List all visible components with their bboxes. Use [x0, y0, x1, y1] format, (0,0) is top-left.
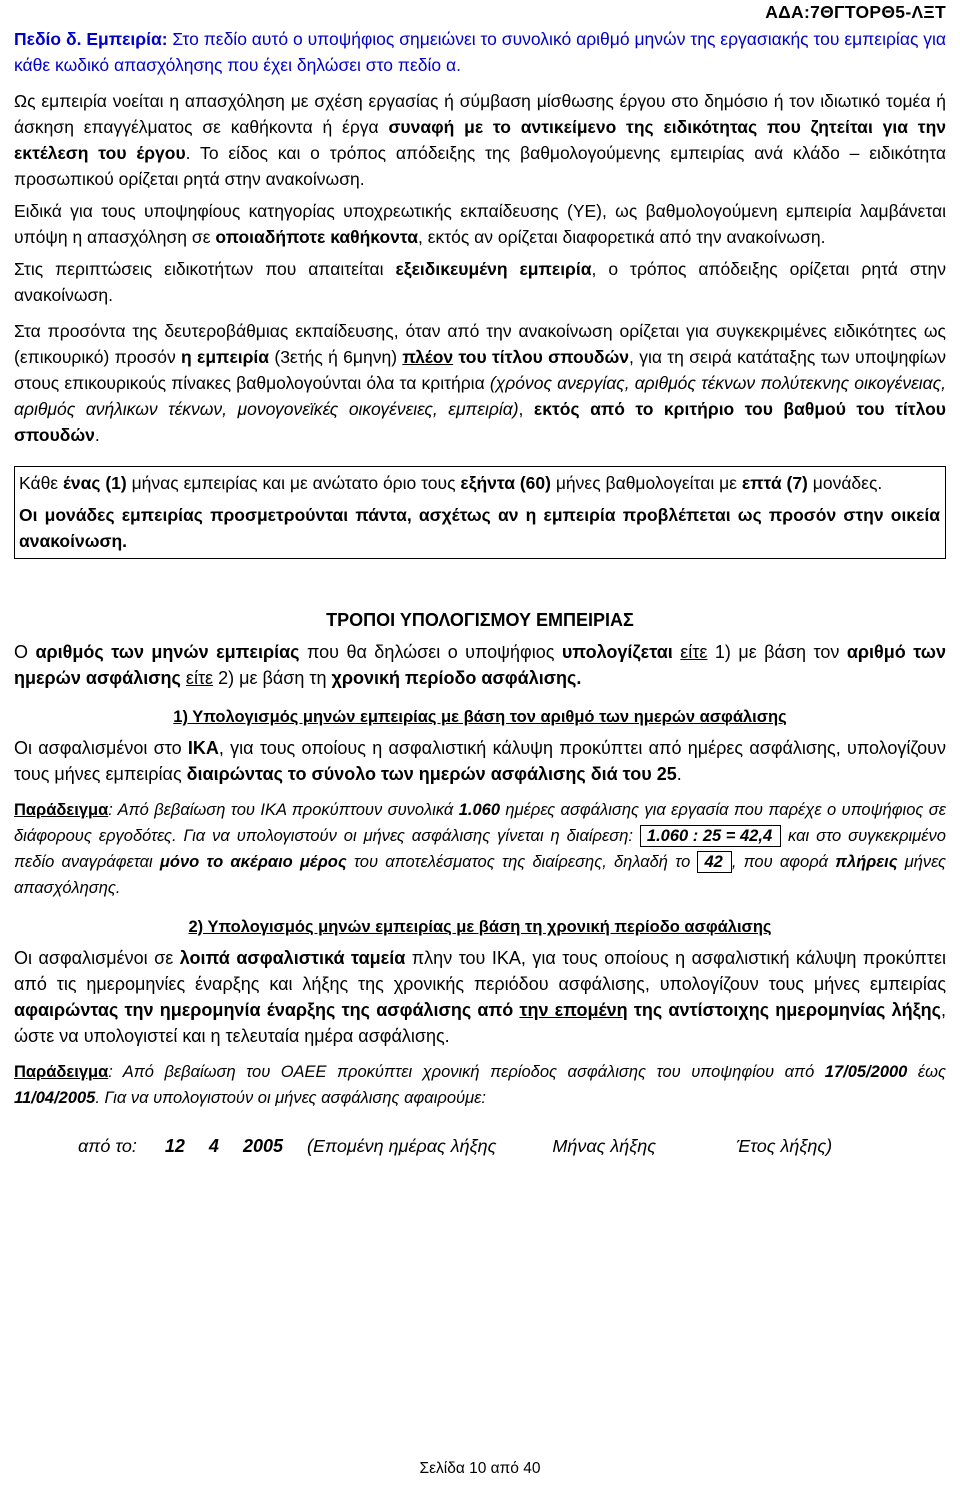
bold-italic-span: 17/05/2000: [824, 1063, 908, 1081]
end-day-value: 12: [164, 1136, 185, 1156]
text-span: 1) με βάση τον: [707, 642, 847, 662]
bold-span: λοιπά ασφαλιστικά ταμεία: [179, 948, 406, 968]
division-result-box: 1.060 : 25 = 42,4: [640, 825, 781, 847]
bold-italic-span: πλήρεις: [835, 853, 898, 871]
text-span: Κάθε: [19, 473, 63, 493]
field-d-paragraph: [14, 26, 946, 78]
italic-span: έως: [907, 1063, 946, 1081]
specialized-experience-paragraph: [14, 256, 946, 308]
field-d-intro: Στο πεδίο αυτό ο υποψήφιος σημειώνει το συνολικό αριθμό μηνών της εργασιακής του εμπειρίας για κάθε κωδικό απασχόλησης που έχει δηλώσει στο πεδίο α.: [14, 29, 947, 75]
method-2-example: [14, 1059, 946, 1111]
text-span: , ο τρόπος απόδειξης ορίζεται ρητά στην ανακοίνωση.: [14, 259, 947, 305]
text-span: , ώστε να υπολογιστεί και η τελευταία ημέρα ασφάλισης.: [14, 1000, 946, 1046]
italic-span: του αποτελέσματος της διαίρεσης, δηλαδή το: [346, 853, 698, 871]
text-span: Ο: [14, 642, 36, 662]
subtraction-line: [14, 1133, 946, 1159]
text-span: .: [94, 425, 100, 445]
bold-span: του τίτλου σπουδών: [453, 347, 630, 367]
example-label: Παράδειγμα: [14, 801, 109, 819]
bold-span: αριθμό των ημερών ασφάλισης: [14, 642, 946, 688]
end-month-label: Μήνας λήξης: [552, 1136, 657, 1156]
text-span: πλην του ΙΚΑ, για τους οποίους η ασφαλιστική κάλυψη προκύπτει από τις ημερομηνίες έναρξης και λήξης της χρονικής περιόδου ασφάλισης, υπολογίζουν τους μήνες εμπειρίας: [14, 948, 946, 994]
bold-span: η εμπειρία: [181, 347, 270, 367]
ada-code: ΑΔΑ:7ΘΓΤΟΡΘ5-ΛΞΤ: [765, 2, 946, 22]
text-span: , για τους οποίους η ασφαλιστική κάλυψη προκύπτει από ημέρες ασφάλισης, υπολογίζουν τους μήνες εμπειρίας: [14, 738, 946, 784]
text-span: Στα προσόντα της δευτεροβάθμιας εκπαίδευσης, όταν από την ανακοίνωση ορίζεται για συγκεκριμένες ειδικότητες ως (επικουρικό) προσόν: [14, 321, 946, 367]
method-2-heading: 2) Υπολογισμός μηνών εμπειρίας με βάση τη χρονική περίοδο ασφάλισης: [188, 918, 772, 936]
bold-span: αφαιρώντας την ημερομηνία έναρξης της ασφάλισης από: [14, 1000, 520, 1020]
text-span: , για τη σειρά κατάταξης των υποψηφίων στους επικουρικούς πίνακες βαθμολογούνται όλα τα κριτήρια: [14, 347, 946, 393]
bold-span: ένας (1): [62, 473, 127, 493]
calculation-intro: [14, 639, 946, 691]
bold-span: ΙΚΑ: [187, 738, 219, 758]
text-span: ,: [518, 399, 534, 419]
page-content: [14, 26, 946, 1159]
bold-italic-span: 1.060: [458, 801, 501, 819]
integer-result-box: 42: [697, 851, 731, 873]
bold-italic-span: μόνο το ακέραιο μέρος: [159, 853, 347, 871]
scoring-box: [14, 466, 946, 559]
text-span: . Το είδος και ο τρόπος απόδειξης της βαθμολογούμενης εμπειρίας ανά κλάδο – ειδικότητα προσωπικού ορίζεται ρητά στην ανακοίνωση.: [14, 143, 946, 189]
calculation-heading: ΤΡΟΠΟΙ ΥΠΟΛΟΓΙΣΜΟΥ ΕΜΠΕΙΡΙΑΣ: [326, 610, 634, 630]
italic-span: : Από βεβαίωση του ΙΚΑ προκύπτουν συνολικά: [108, 801, 459, 819]
example-label: Παράδειγμα: [14, 1063, 109, 1081]
bold-italic-span: 11/04/2005: [14, 1089, 96, 1107]
bold-span: εκτός από το κριτήριο του βαθμού του τίτλου σπουδών: [14, 399, 946, 445]
next-day-label: (Επομένη ημέρας λήξης: [307, 1136, 497, 1156]
text-span: που θα δηλώσει ο υποψήφιος: [299, 642, 562, 662]
text-span: (3ετής ή 6μηνη): [269, 347, 403, 367]
text-span: Στις περιπτώσεις ειδικοτήτων που απαιτείται: [14, 259, 396, 279]
bold-underlined-span: την επομένη: [519, 1000, 628, 1020]
underlined-span: είτε: [185, 668, 214, 688]
bold-span: εξήντα (60): [460, 473, 551, 493]
underlined-span: είτε: [680, 642, 708, 662]
method-2-paragraph: [14, 945, 946, 1049]
bold-span: διαιρώντας το σύνολο των ημερών ασφάλισης διά του 25: [186, 764, 677, 784]
text-span: .: [676, 764, 682, 784]
text-span: μήνες βαθμολογείται με: [550, 473, 742, 493]
italic-span: μήνες απασχόλησης.: [14, 853, 947, 897]
scoring-note: Οι μονάδες εμπειρίας προσμετρούνται πάντα, ασχέτως αν η εμπειρία προβλέπεται ως προσόν στην οικεία ανακοίνωση.: [19, 505, 940, 551]
bold-span: οποιαδήποτε καθήκοντα: [215, 227, 418, 247]
text-span: 2) με βάση τη: [213, 668, 332, 688]
ye-category-paragraph: [14, 198, 946, 250]
page-number: Σελίδα 10 από 40: [419, 1460, 541, 1477]
bold-span: της αντίστοιχης ημερομηνίας λήξης: [627, 1000, 941, 1020]
text-span: Οι ασφαλισμένοι σε: [14, 948, 180, 968]
text-span: Ειδικά για τους υποψηφίους κατηγορίας υποχρεωτικής εκπαίδευσης (ΥΕ), ως βαθμολογούμενη εμπειρία λαμβάνεται υπόψη η απασχόληση σε: [14, 201, 946, 247]
from-label: από το:: [78, 1136, 137, 1156]
bold-underlined-span: πλέον: [402, 347, 454, 367]
bold-span: επτά (7): [741, 473, 808, 493]
bold-span: εξειδικευμένη εμπειρία: [395, 259, 592, 279]
method-1-heading: 1) Υπολογισμός μηνών εμπειρίας με βάση τον αριθμό των ημερών ασφάλισης: [173, 708, 787, 726]
bold-span: χρονική περίοδο ασφάλισης.: [331, 668, 582, 688]
text-span: Ως εμπειρία νοείται η απασχόληση με σχέση εργασίας ή σύμβαση μίσθωσης έργου στο δημόσιο ή τον ιδιωτικό τομέα ή άσκηση επαγγέλματος σε καθήκοντα ή έργα: [14, 91, 946, 137]
italic-span: : Από βεβαίωση του ΟΑΕΕ προκύπτει χρονική περίοδος ασφάλισης του υποψηφίου από: [108, 1063, 825, 1081]
scoring-rule: [19, 470, 940, 496]
method-1-example: [14, 797, 946, 901]
end-year-value: 2005: [242, 1136, 284, 1156]
end-year-label: Έτος λήξης): [736, 1136, 833, 1156]
experience-definition: [14, 88, 946, 192]
italic-span: (χρόνος ανεργίας, αριθμός τέκνων πολύτεκνης οικογένειας, αριθμός ανήλικων τέκνων, μονογονεϊκές οικογένειες, εμπειρία): [14, 373, 947, 419]
end-month-value: 4: [208, 1136, 219, 1156]
italic-span: , που αφορά: [731, 853, 836, 871]
text-span: Οι ασφαλισμένοι στο: [14, 738, 188, 758]
italic-span: ημέρες ασφάλισης για εργασία που παρέχε ο υποψήφιος σε διάφορους εργοδότες. Για να υπολογιστούν οι μήνες ασφάλισης γίνεται η διαίρεση:: [14, 801, 946, 845]
bold-span: υπολογίζεται: [561, 642, 673, 662]
field-d-title: Πεδίο δ. Εμπειρία:: [14, 29, 168, 49]
text-span: , εκτός αν ορίζεται διαφορετικά από την ανακοίνωση.: [417, 227, 826, 247]
bold-span: αριθμός των μηνών εμπειρίας: [35, 642, 300, 662]
method-1-paragraph: [14, 735, 946, 787]
secondary-education-paragraph: [14, 318, 946, 448]
bold-span: συναφή με το αντικείμενο της ειδικότητας που ζητείται για την εκτέλεση του έργου: [14, 117, 946, 163]
text-span: μήνας εμπειρίας και με ανώτατο όριο τους: [126, 473, 461, 493]
italic-span: και στο συγκεκριμένο πεδίο αναγράφεται: [14, 827, 946, 871]
italic-span: . Για να υπολογιστούν οι μήνες ασφάλισης αφαιρούμε:: [95, 1089, 486, 1107]
text-span: μονάδες.: [807, 473, 883, 493]
